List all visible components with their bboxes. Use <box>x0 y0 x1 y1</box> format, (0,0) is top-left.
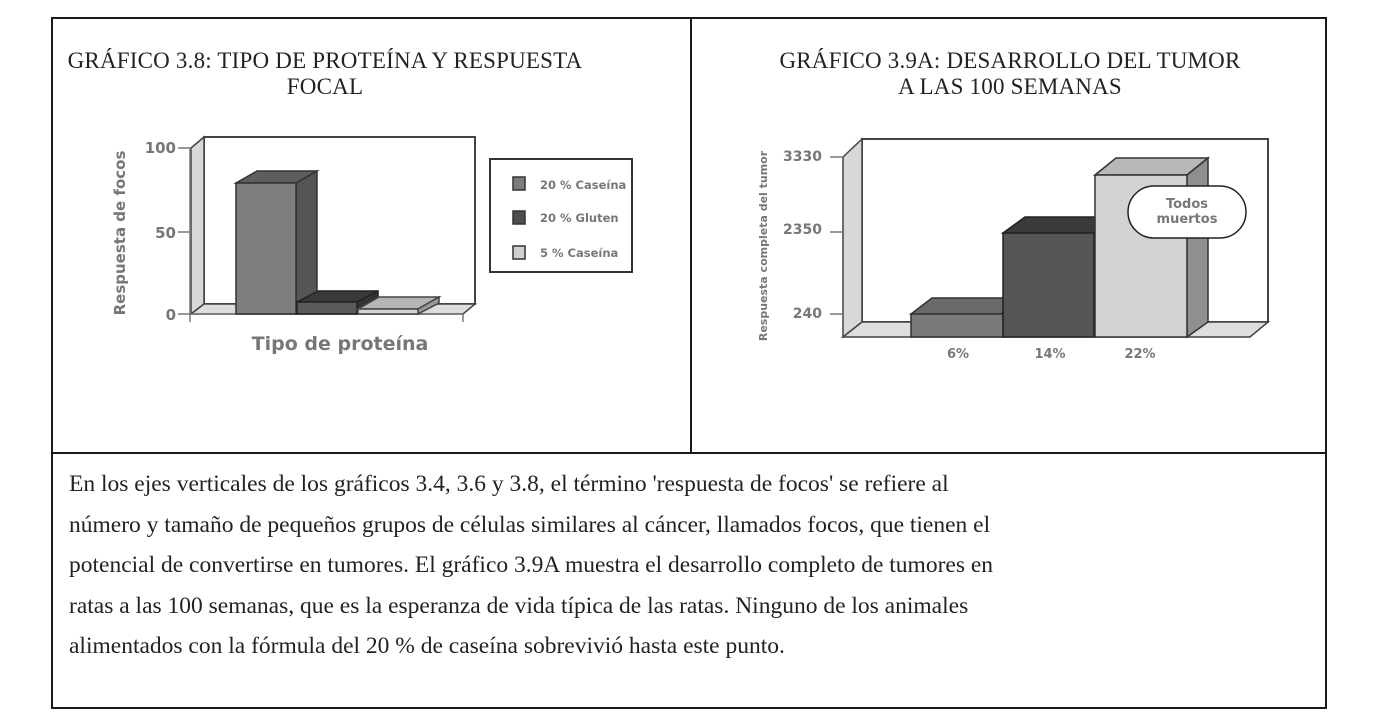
legend-swatch-20-gluten <box>513 211 525 224</box>
bar-20-casein <box>236 171 317 314</box>
annotation-todos-muertos <box>1128 186 1246 238</box>
chart-left-wall <box>843 139 862 337</box>
x-axis-label: Tipo de proteína <box>251 333 429 355</box>
y-axis-label: Respuesta de focos <box>111 150 129 316</box>
y-axis-label: Respuesta completa del tumor <box>757 150 770 342</box>
chart-left-wall <box>191 137 204 314</box>
y-tick-3330: 3330 <box>783 149 822 165</box>
legend-label-20-casein: 20 % Caseína <box>540 178 627 192</box>
horizontal-divider <box>53 452 1325 454</box>
y-tick-50: 50 <box>155 224 176 242</box>
legend-label-5-casein: 5 % Caseína <box>540 246 619 260</box>
figure-caption <box>69 464 1309 667</box>
chart-3-8 <box>0 0 690 450</box>
chart-3-9a-title-line2: A LAS 100 SEMANAS <box>898 74 1122 99</box>
annotation-line1: Todos <box>1165 197 1209 212</box>
legend-swatch-20-casein <box>513 177 525 190</box>
x-tick-6: 6% <box>946 347 970 362</box>
chart-3-9a-title-line1: GRÁFICO 3.9A: DESARROLLO DEL TUMOR <box>779 48 1241 73</box>
y-tick-100: 100 <box>144 139 176 157</box>
annotation-line2: muertos <box>1156 212 1218 227</box>
y-tick-2350: 2350 <box>783 222 822 238</box>
caption-line: En los ejes verticales de los gráficos 3.4, 3.6 y 3.8, el término 'respuesta de focos' se refiere al <box>69 471 949 497</box>
caption-line: potencial de convertirse en tumores. El gráfico 3.9A muestra el desarrollo completo de tumores en <box>69 552 994 578</box>
legend-label-20-gluten: 20 % Gluten <box>540 211 619 225</box>
y-tick-240: 240 <box>792 306 822 322</box>
y-tick-0: 0 <box>165 306 176 324</box>
legend-swatch-5-casein <box>513 246 525 259</box>
chart-3-8-title-line2: FOCAL <box>286 74 364 99</box>
caption-line: alimentados con la fórmula del 20 % de caseína sobrevivió hasta este punto. <box>69 633 785 659</box>
bar-22-percent <box>1095 158 1208 337</box>
chart-legend <box>490 159 632 272</box>
chart-3-9a <box>690 0 1380 450</box>
caption-line: ratas a las 100 semanas, que es la esperanza de vida típica de las ratas. Ninguno de los animales <box>69 592 969 619</box>
chart-3-8-title-line1: GRÁFICO 3.8: TIPO DE PROTEÍNA Y RESPUESTA <box>67 48 583 73</box>
caption-line: número y tamaño de pequeños grupos de células similares al cáncer, llamados focos, que tienen el <box>69 511 991 538</box>
x-tick-14: 14% <box>1034 347 1066 362</box>
x-tick-22: 22% <box>1124 347 1156 362</box>
